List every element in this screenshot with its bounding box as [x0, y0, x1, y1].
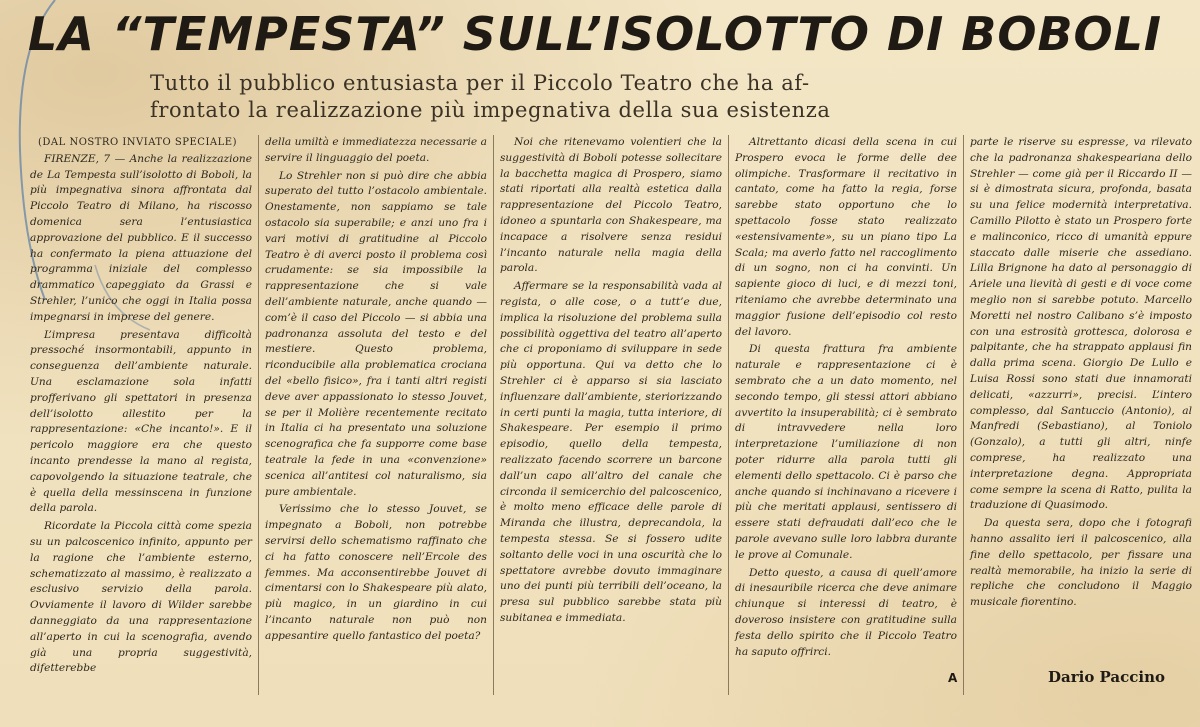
- article-column-3: [493, 135, 728, 695]
- article-headline: LA “TEMPESTA” SULL’ISOLOTTO DI BOBOLI: [28, 7, 1163, 61]
- article-column-1: [30, 135, 258, 695]
- article-body: [30, 135, 1198, 695]
- article-column-4: [728, 135, 963, 695]
- paragraph: FIRENZE, 7 — Anche la realizzazione de La Tempesta sull’isolotto di Boboli, la più impegnativa sinora affrontata dal Piccolo Teatro di Milano, ha riscosso domenica sera l’entusiastica approvazione del pubblico. E il successo ha confermato la piena attuazione del programma iniziale del complesso drammatico capeggiato da Grassi e Strehler, l’unico che oggi in Italia possa impegnarsi in imprese del genere.: [30, 152, 252, 323]
- paragraph: Di questa frattura fra ambiente naturale e rappresentazione ci è sembrato che a un dato momento, nel secondo tempo, gli stessi attori abbiano avvertito la insuperabilità; ci è sembrato di intravvedere nella loro interpretazione l’umiliazione di non poter ridurre alla parola tutti gli elementi dello spettacolo. Ci è parso che anche quando si inchinavano a ricevere i più che meritati applausi, sentissero di essere stati defraudati dall’eco che le parole avevano sulle loro labbra durante le prove al Comunale.: [735, 343, 957, 561]
- paragraph: Lo Strehler non si può dire che abbia superato del tutto l’ostacolo ambientale. Onestamente, non sappiamo se tale ostacolo sia superabile; e anzi uno fra i vari motivi di gratitudine al Piccolo Teatro è di averci posto il problema così crudamente: se sia impossibile la rappresentazione che si vale dell’ambiente naturale, anche quando — com’è il caso del Piccolo — si abbia una padronanza assoluta del testo e del mestiere. Questo problema, riconducibile alla problematica crociana del «bello fisico», fra i tanti altri registi deve aver appassionato lo stesso Jouvet, se per il Molière recentemente recitato in Italia ci ha presentato una soluzione scenografica che fa supporre come base teatrale la fede in una «convenzione» scenica all’antitesi col naturalismo, sia pure ambientale.: [265, 169, 487, 498]
- paragraph: parte le riserve su espresse, va rilevato che la padronanza shakespeariana dello Strehler — come già per il Riccardo II — si è dimostrata sicura, profonda, basata su una felice modernità interpretativa. Camillo Pilotto è stato un Prospero forte e malinconico, ricco di umanità eppure staccato dalle miserie che assediano. Lilla Brignone ha dato al personaggio di Ariele una lievità di gesti e di voce come meglio non si sarebbe potuto. Marcello Moretti nel nostro Calibano s’è imposto con una estrosità grottesca, dolorosa e palpitante, che ha strappato applausi fin dalla prima scena. Giorgio De Lullo e Luisa Rossi sono stati due innamorati delicati, «azzurri», precisi. L’intero complesso, dal Santuccio (Antonio), al Manfredi (Sebastiano), al Toniolo (Gonzalo), a tutti gli altri, ninfe comprese, ha realizzato una interpretazione degna. Appropriata come sempre la scena di Ratto, pulita la traduzione di Quasimodo.: [970, 136, 1192, 512]
- paragraph: Affermare se la responsabilità vada al regista, o alle cose, o a tutt’e due, implica la risoluzione del problema sulla possibilità oggettiva del teatro all’aperto che ci proponiamo di sviluppare in sede più opportuna. Qui va detto che lo Strehler ci è apparso si sia lasciato influenzare dall’ambiente, steriorizzando in certi punti la magia, tutta interiore, di Shakespeare. Per esempio il primo episodio, quello della tempesta, realizzato facendo scorrere un barcone dall’un capo all’altro del canale che circonda il semicerchio del palcoscenico, è molto meno efficace delle parole di Miranda che illustra, deprecandola, la tempesta stessa. Se si fossero udite soltanto delle voci in una oscurità che lo spettatore avrebbe dovuto immaginare uno dei punti più terribili dell’oceano, la presa sul pubblico sarebbe stata più subitanea e immediata.: [500, 280, 722, 624]
- subheadline-line-2: frontato la realizzazione più impegnativa della sua esistenza: [150, 98, 831, 122]
- paragraph: Da questa sera, dopo che i fotografi hanno assalito ieri il palcoscenico, alla fine dello spettacolo, per fissare una realtà memorabile, ha inizio la serie di repliche che concludono il Maggio musicale fiorentino.: [970, 517, 1192, 609]
- paragraph: Ricordate la Piccola città come spezia su un palcoscenico infinito, appunto per la ragione che l’ambiente esterno, schematizzato al massimo, è realizzato a esclusivo servizio della parola. Ovviamente il lavoro di Wilder sarebbe danneggiato da una rappresentazione all’aperto in cui la scenografia, avendo già una propria suggestività, difetterebbe: [30, 520, 252, 675]
- end-mark: A: [948, 671, 958, 685]
- paragraph: Verissimo che lo stesso Jouvet, se impegnato a Boboli, non potrebbe servirsi dello schematismo raffinato che ci ha fatto conoscere nell’Ercole des femmes. Ma acconsentirebbe Jouvet di cimentarsi con lo Shakespeare più alato, più magico, in un giardino in cui l’incanto naturale non può non appesantire quello fantastico del poeta?: [265, 503, 487, 642]
- paragraph: della umiltà e immediatezza necessarie a servire il linguaggio del poeta.: [265, 136, 487, 164]
- paragraph: Detto questo, a causa di quell’amore di inesauribile ricerca che deve animare chiunque si interessi di teatro, è doveroso insistere con gratitudine sulla festa dello spirito che il Piccolo Teatro ha saputo offrirci.: [735, 566, 957, 658]
- author-signature: Dario Paccino: [1048, 668, 1166, 686]
- subheadline-line-1: Tutto il pubblico entusiasta per il Piccolo Teatro che ha af-: [150, 71, 810, 95]
- paragraph: L’impresa presentava difficoltà pressoché insormontabili, appunto in conseguenza dell’ambiente naturale. Una esclamazione sola infatti profferivano gli spettatori in presenza dell’isolotto allestito per la rappresentazione: «Che incanto!». E il pericolo maggiore era che questo incanto prendesse la mano al regista, capovolgendo la situazione teatrale, che è quella della messinscena in funzione della parola.: [30, 328, 252, 515]
- article-column-2: [258, 135, 493, 695]
- article-subheadline: [150, 70, 1090, 124]
- paragraph: Noi che ritenevamo volentieri che la suggestività di Boboli potesse sollecitare la bacchetta magica di Prospero, siamo stati riportati alla realtà estetica dalla rappresentazione del Piccolo Teatro, idoneo a spuntarla con Shakespeare, ma incapace a risolvere senza residui l’incanto naturale nella magia della parola.: [500, 136, 722, 275]
- paragraph: Altrettanto dicasi della scena in cui Prospero evoca le forme delle dee olimpiche. Trasformare il recitativo in cantato, come ha fatto la regia, forse sarebbe stato opportuno che lo spettacolo fosse stato realizzato «estensivamente», su un piano tipo La Scala; ma averlo fatto nel raccoglimento di un sogno, non ci ha convinti. Un sapiente gioco di luci, e di mezzi toni, riteniamo che avrebbe determinato una maggior fusione dell’episodio col resto del lavoro.: [735, 136, 957, 338]
- article-column-5: [963, 135, 1198, 695]
- dateline: (DAL NOSTRO INVIATO SPECIALE): [38, 137, 237, 148]
